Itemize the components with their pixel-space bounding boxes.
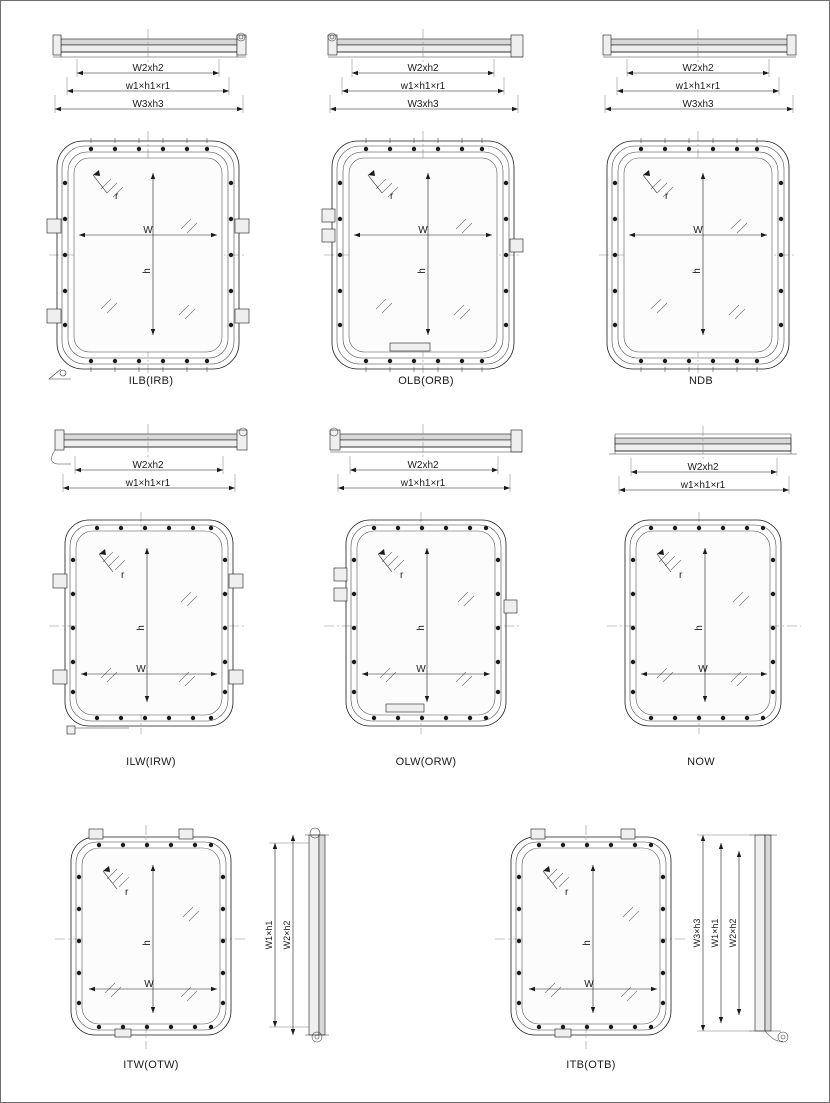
ndb-top-dims	[605, 59, 793, 113]
caption-olw: OLW(ORW)	[395, 756, 457, 768]
ilw-top-view	[51, 424, 247, 464]
dim-w: W	[584, 979, 594, 990]
olb-handle	[510, 239, 523, 252]
dim-w1h1r1: w1×h1×r1	[680, 480, 726, 491]
ilw-front-view	[49, 512, 247, 734]
dim-w3h3: W3xh3	[132, 99, 164, 110]
dim-w3h3: W3xh3	[682, 99, 714, 110]
dim-r: r	[665, 191, 669, 202]
itw-hinge-right	[179, 829, 193, 839]
panel-olw-drawing	[306, 416, 546, 761]
dim-h: h	[582, 940, 593, 946]
panel-itb	[481, 821, 801, 1071]
panel-now-drawing	[581, 416, 821, 761]
olw-top-view	[330, 424, 522, 458]
dim-h: h	[142, 940, 153, 946]
itw-latch	[115, 1029, 131, 1037]
ilb-top-dims	[55, 59, 243, 113]
dim-h: h	[416, 625, 427, 631]
ndb-front-view	[599, 131, 797, 373]
dim-h: h	[142, 268, 153, 274]
dim-w: W	[418, 225, 428, 236]
dim-h: h	[694, 625, 705, 631]
ilb-handle-upper	[235, 219, 249, 233]
dim-w2h2: W2xh2	[687, 462, 719, 473]
olw-nameplate	[386, 704, 424, 712]
dim-r: r	[400, 570, 404, 581]
dim-r: r	[679, 570, 683, 581]
itw-hinge-left	[89, 829, 103, 839]
caption-ilw: ILW(IRW)	[126, 756, 176, 768]
dim-w1h1r1: w1×h1×r1	[400, 478, 446, 489]
caption-now: NOW	[687, 756, 715, 768]
dim-w1h1r1: w1×h1×r1	[400, 81, 446, 92]
dim-w2h2: W2xh2	[407, 460, 439, 471]
dim-h: h	[417, 268, 428, 274]
panel-itb-drawing	[481, 821, 801, 1071]
dim-r: r	[390, 191, 394, 202]
dim-r: r	[565, 887, 569, 898]
panel-olw	[306, 416, 546, 768]
dim-w2h2: W2xh2	[407, 63, 439, 74]
dim-w: W	[136, 664, 146, 675]
itb-front-view	[495, 825, 687, 1049]
ilw-hinge-upper	[53, 574, 67, 588]
itb-side-view	[692, 835, 788, 1042]
panel-ilw	[31, 416, 271, 768]
caption-itb: ITB(OTB)	[566, 1059, 616, 1071]
ilb-hinge-upper	[47, 219, 61, 233]
dim-w2h2: W2xh2	[132, 460, 164, 471]
dim-w1h1r1: w1×h1×r1	[675, 81, 721, 92]
ilb-front-view	[47, 131, 249, 379]
dim-w: W	[698, 664, 708, 675]
ilw-top-dims	[63, 456, 235, 492]
olb-top-view	[328, 29, 523, 63]
dim-w2h2: W2xh2	[132, 63, 164, 74]
panel-ilb-drawing	[31, 23, 271, 383]
ndb-top-view	[603, 29, 796, 63]
panel-now	[581, 416, 821, 768]
olw-handle	[504, 600, 517, 613]
dim-w2h2: W2×h2	[728, 918, 738, 948]
panel-ilw-drawing	[31, 416, 271, 761]
dim-r: r	[125, 887, 129, 898]
dim-w: W	[143, 225, 153, 236]
dim-w: W	[416, 664, 426, 675]
ilw-handle-upper	[229, 574, 243, 588]
caption-ndb: NDB	[688, 375, 714, 387]
now-front-view	[607, 512, 801, 734]
dim-w3h3: W3×h3	[692, 918, 702, 948]
caption-ilb: ILB(IRB)	[128, 375, 174, 387]
panel-ilb	[31, 23, 271, 387]
caption-itw: ITW(OTW)	[123, 1059, 179, 1071]
panel-olb	[306, 23, 546, 387]
olb-hinge-lower	[322, 229, 335, 242]
dim-w1h1r1: w1×h1×r1	[125, 81, 171, 92]
olb-hinge-upper	[322, 209, 335, 222]
dim-h: h	[692, 268, 703, 274]
panel-ndb-drawing	[581, 23, 821, 383]
olw-top-dims	[338, 456, 510, 492]
panel-ndb	[581, 23, 821, 387]
ilw-hinge-lower	[53, 670, 67, 684]
itb-hinge-left	[531, 829, 545, 839]
panel-itw-drawing	[41, 821, 351, 1071]
ilb-top-view	[53, 29, 246, 63]
dim-r: r	[121, 570, 125, 581]
dim-w2h2: W2xh2	[682, 63, 714, 74]
dim-w2h2: W2×h2	[282, 920, 292, 950]
itw-front-view	[55, 825, 247, 1049]
ilb-hinge-lower	[47, 309, 61, 323]
olb-top-dims	[330, 59, 518, 113]
dim-w1h1r1: w1×h1×r1	[125, 478, 171, 489]
olb-front-view	[322, 131, 523, 373]
dim-r: r	[115, 191, 119, 202]
dim-w1h1: W1×h1	[710, 918, 720, 948]
itb-hinge-right	[621, 829, 635, 839]
itw-side-view	[264, 828, 329, 1042]
caption-olb: OLB(ORB)	[398, 375, 454, 387]
olw-hinge-upper	[334, 568, 347, 581]
now-top-view	[609, 426, 797, 460]
now-top-dims	[619, 458, 789, 494]
dim-w: W	[693, 225, 703, 236]
dim-h: h	[136, 625, 147, 631]
panel-olb-drawing	[306, 23, 546, 383]
ilw-handle-lower	[229, 670, 243, 684]
panel-itw	[41, 821, 351, 1071]
olw-hinge-lower	[334, 588, 347, 601]
dim-w: W	[144, 979, 154, 990]
dim-w3h3: W3xh3	[407, 99, 439, 110]
itb-latch	[555, 1029, 571, 1037]
olw-front-view	[324, 512, 522, 734]
olb-nameplate	[390, 343, 430, 351]
dim-w1h1: W1×h1	[264, 920, 274, 950]
ilb-handle-lower	[235, 309, 249, 323]
